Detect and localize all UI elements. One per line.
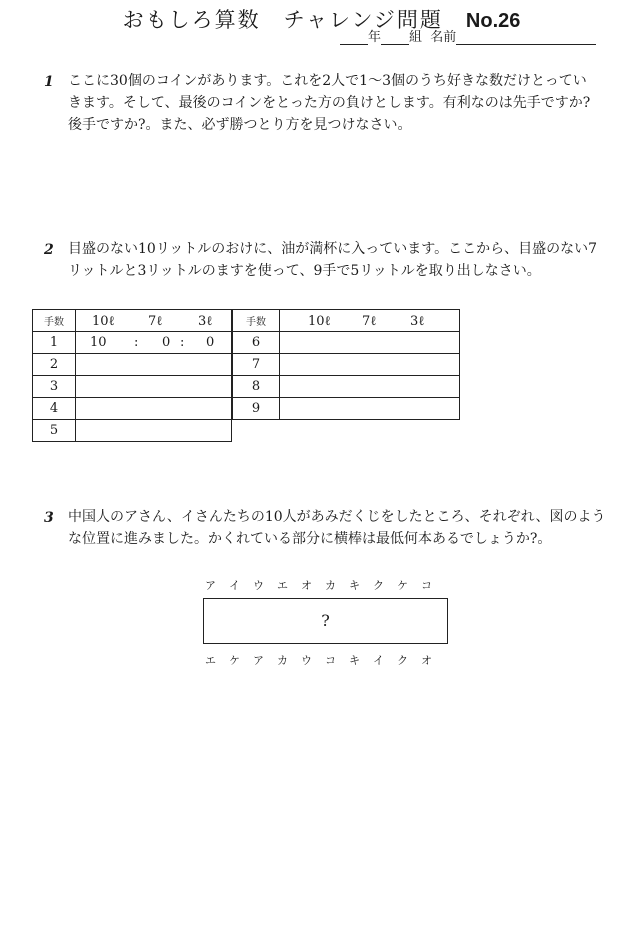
top-label: ウ [253,579,264,592]
col-3-label: 3ℓ [410,314,425,329]
question-1-line: きます。そして、最後のコインをとった方の負けとします。有利なのは先手ですか? [68,95,591,111]
step-5-cell[interactable] [76,420,232,442]
step-4-cell[interactable] [76,398,232,420]
col-7-label: 7ℓ [148,314,163,329]
step-1-cell[interactable] [76,332,232,354]
step-header: 手数 [33,310,76,332]
col-10-label: 10ℓ [308,314,331,329]
top-label: オ [301,579,312,592]
worksheet-number: No.26 [465,10,521,32]
step-2: 2 [33,354,76,376]
bottom-label: ク [397,654,408,667]
question-2-text [68,238,628,282]
step-header: 手数 [233,310,280,332]
step-1: 1 [33,332,76,354]
question-3-number: 3 [44,510,54,526]
question-1-text [68,70,628,136]
question-1-number: 1 [44,74,54,90]
step-7-cell[interactable] [280,354,460,376]
value-7: 0 [162,335,171,350]
bottom-label: カ [277,654,288,667]
step-8-cell[interactable] [280,376,460,398]
question-3-line: 中国人のアさん、イさんたちの10人があみだくじをしたところ、それぞれ、図のよう [68,509,606,525]
amida-bottom-labels [205,652,445,668]
bottom-label: エ [205,654,216,667]
name-blank[interactable] [456,30,596,45]
question-2-line: リットルと3リットルのますを使って、9手で5リットルを取り出しなさい。 [68,263,541,279]
grade-blank[interactable] [340,30,368,45]
class-blank[interactable] [381,30,409,45]
bottom-label: キ [349,654,360,667]
steps-table-right [232,309,460,420]
top-label: エ [277,579,288,592]
top-label: ア [205,579,216,592]
separator: : [180,335,185,350]
step-9: 9 [233,398,280,420]
separator: : [134,335,139,350]
step-3-cell[interactable] [76,376,232,398]
col-7-label: 7ℓ [362,314,377,329]
title-text: おもしろ算数 チャレンジ問題 [122,8,443,32]
question-3-line: な位置に進みました。かくれている部分に横棒は最低何本あるでしょうか?。 [68,531,552,547]
step-7: 7 [233,354,280,376]
question-1-line: ここに30個のコインがあります。これを2人で1～3個のうち好きな数だけとってい [68,73,587,89]
step-2-cell[interactable] [76,354,232,376]
col-3-label: 3ℓ [198,314,213,329]
col-10-label: 10ℓ [92,314,115,329]
volume-header [76,310,232,332]
steps-table-left [32,309,232,442]
step-5: 5 [33,420,76,442]
question-3-text [68,506,628,550]
step-6-cell[interactable] [280,332,460,354]
top-label: コ [421,579,432,592]
top-label: キ [349,579,360,592]
hidden-amida-box [203,598,448,644]
bottom-label: ア [253,654,264,667]
bottom-label: イ [373,654,384,667]
top-label: イ [229,579,240,592]
top-label: ケ [397,579,408,592]
step-4: 4 [33,398,76,420]
bottom-label: ケ [229,654,240,667]
question-1-line: 後手ですか?。また、必ず勝つとり方を見つけなさい。 [68,117,412,133]
step-8: 8 [233,376,280,398]
bottom-label: コ [325,654,336,667]
value-3: 0 [206,335,215,350]
hidden-mark: ? [321,611,330,630]
bottom-label: ウ [301,654,312,667]
grade-label: 年 [368,30,382,45]
step-9-cell[interactable] [280,398,460,420]
top-label: ク [373,579,384,592]
question-2-line: 目盛のない10リットルのおけに、油が満杯に入っています。ここから、目盛のない7 [68,241,598,257]
step-6: 6 [233,332,280,354]
step-3: 3 [33,376,76,398]
class-label: 組 [409,30,423,45]
amida-top-labels [205,577,445,593]
bottom-label: オ [421,654,432,667]
top-label: カ [325,579,336,592]
value-10: 10 [90,335,107,350]
volume-header [280,310,460,332]
question-2-number: 2 [44,242,54,258]
name-label: 名前 [430,30,457,45]
name-line [340,26,596,45]
